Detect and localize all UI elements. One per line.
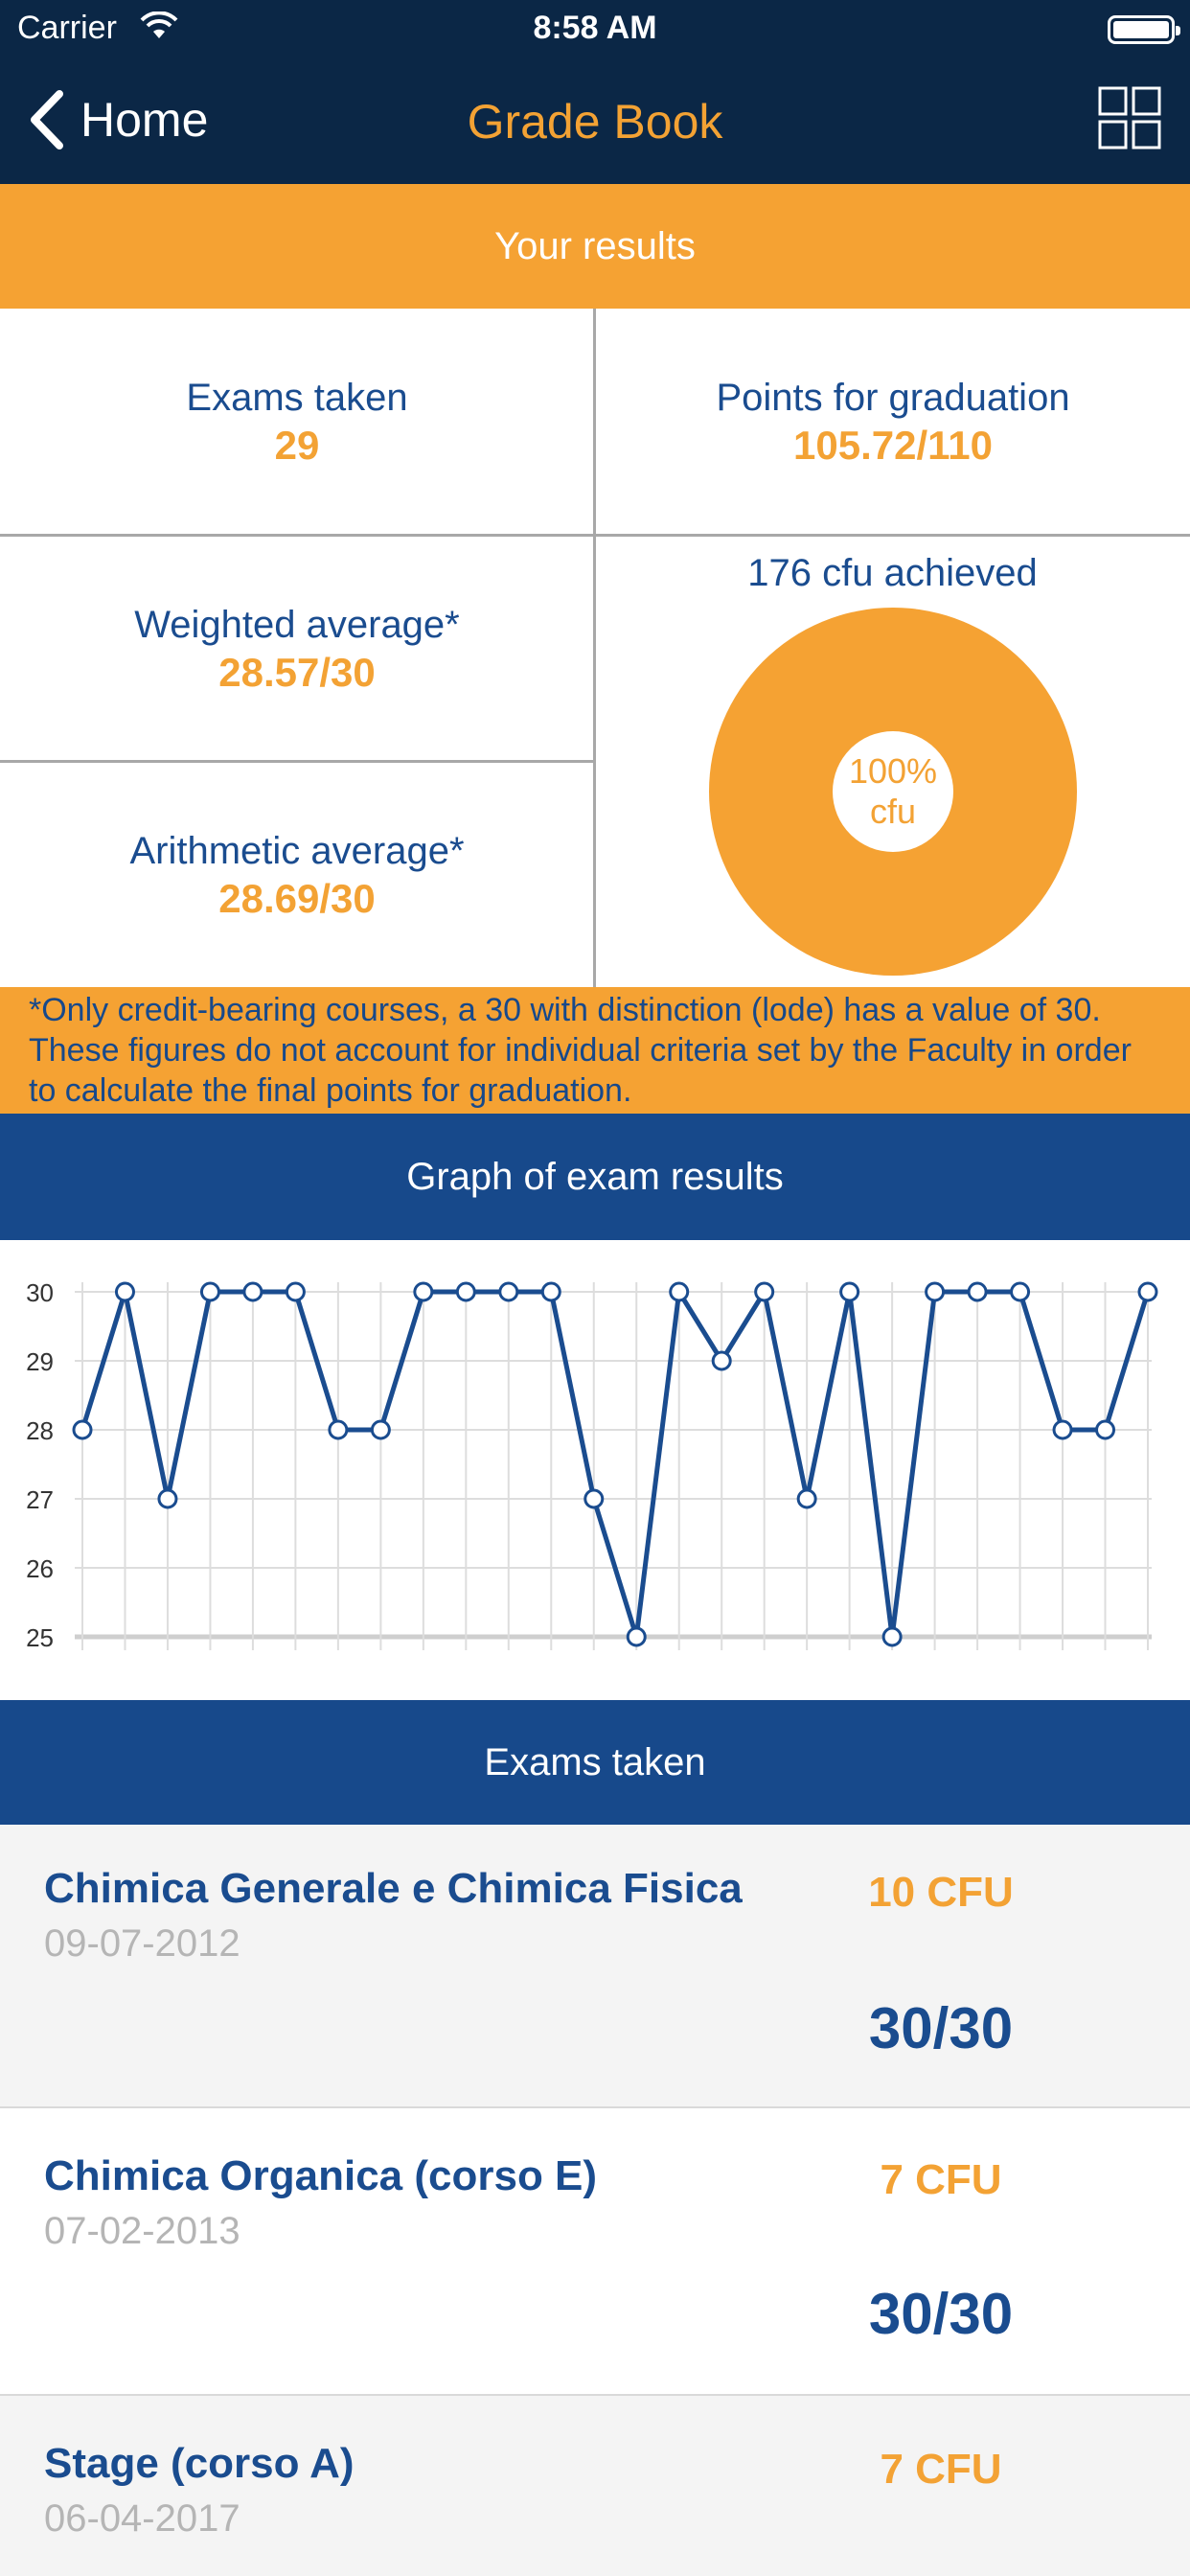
points-label: Points for graduation [716,377,1070,419]
exam-date: 06-04-2017 [44,2497,240,2540]
series-line [82,1292,1148,1637]
exam-name: Stage (corso A) [44,2440,355,2487]
page-title: Grade Book [467,95,723,149]
your-results-header: Your results [0,184,1190,309]
exams-taken-header: Exams taken [0,1700,1190,1825]
data-point [500,1283,517,1300]
navigation-bar [0,0,1190,184]
data-point [74,1421,91,1438]
exam-cfu: 7 CFU [880,2156,1002,2203]
back-label: Home [80,93,209,147]
exam-row[interactable] [0,1825,1190,2108]
averages-footnote: *Only credit-bearing courses, a 30 with distinction (lode) has a value of 30. These figures do not account for individual criteria set by the Faculty in order to calculate the final points for graduation. [0,987,1190,1114]
data-point [330,1421,347,1438]
divider [0,534,1190,537]
data-point [244,1283,262,1300]
data-point [286,1283,304,1300]
status-bar [0,0,1190,61]
clock: 8:58 AM [533,10,657,46]
data-point [1054,1421,1071,1438]
data-point [159,1490,176,1507]
grid-menu-icon[interactable] [1098,86,1161,150]
graph-header: Graph of exam results [0,1114,1190,1240]
exam-name: Chimica Generale e Chimica Fisica [44,1865,743,1912]
weighted-average-label: Weighted average* [134,604,460,646]
data-point [841,1283,858,1300]
divider [593,309,596,987]
cfu-achieved-label: 176 cfu achieved [747,552,1038,594]
exam-date: 09-07-2012 [44,1922,240,1965]
data-point [927,1283,944,1300]
exam-results-line-chart [0,1240,1190,1700]
data-point [201,1283,218,1300]
data-point [415,1283,432,1300]
exam-row[interactable] [0,2108,1190,2396]
data-point [1139,1283,1156,1300]
data-point [883,1628,901,1645]
exam-cfu: 10 CFU [868,1869,1014,1916]
data-point [585,1490,603,1507]
data-point [671,1283,688,1300]
data-point [372,1421,389,1438]
data-point [969,1283,986,1300]
data-point [1097,1421,1114,1438]
exam-date: 07-02-2013 [44,2210,240,2252]
points-cell [596,309,1190,535]
points-value: 105.72/110 [793,423,993,468]
data-point [756,1283,773,1300]
y-tick-label: 27 [26,1485,54,1514]
exams-taken-cell [0,309,594,535]
exam-grade: 30/30 [868,2282,1014,2346]
exam-row[interactable] [0,2396,1190,2576]
data-point [457,1283,474,1300]
data-point [116,1283,133,1300]
exams-taken-label: Exams taken [186,377,408,419]
arithmetic-average-value: 28.69/30 [218,876,376,921]
battery-icon [1108,15,1175,44]
cfu-percent: 100% [848,751,938,791]
exam-grade: 30/30 [868,1996,1014,2060]
exams-taken-value: 29 [274,423,320,468]
carrier-label: Carrier [17,10,117,46]
y-tick-label: 30 [26,1278,54,1307]
data-point [713,1352,730,1369]
y-tick-label: 28 [26,1416,54,1445]
data-point [542,1283,560,1300]
arithmetic-average-cell [0,763,594,987]
y-tick-label: 25 [26,1623,54,1652]
divider [0,760,595,763]
exam-name: Chimica Organica (corso E) [44,2152,598,2199]
data-point [628,1628,645,1645]
cfu-ring-center [833,731,953,852]
y-tick-label: 29 [26,1347,54,1376]
exam-cfu: 7 CFU [880,2446,1002,2493]
weighted-average-cell [0,537,594,761]
weighted-average-value: 28.57/30 [218,650,376,695]
y-tick-label: 26 [26,1554,54,1583]
data-point [1012,1283,1029,1300]
arithmetic-average-label: Arithmetic average* [129,830,465,872]
data-point [798,1490,815,1507]
cfu-progress-ring [709,608,1077,976]
cfu-unit: cfu [869,792,917,831]
